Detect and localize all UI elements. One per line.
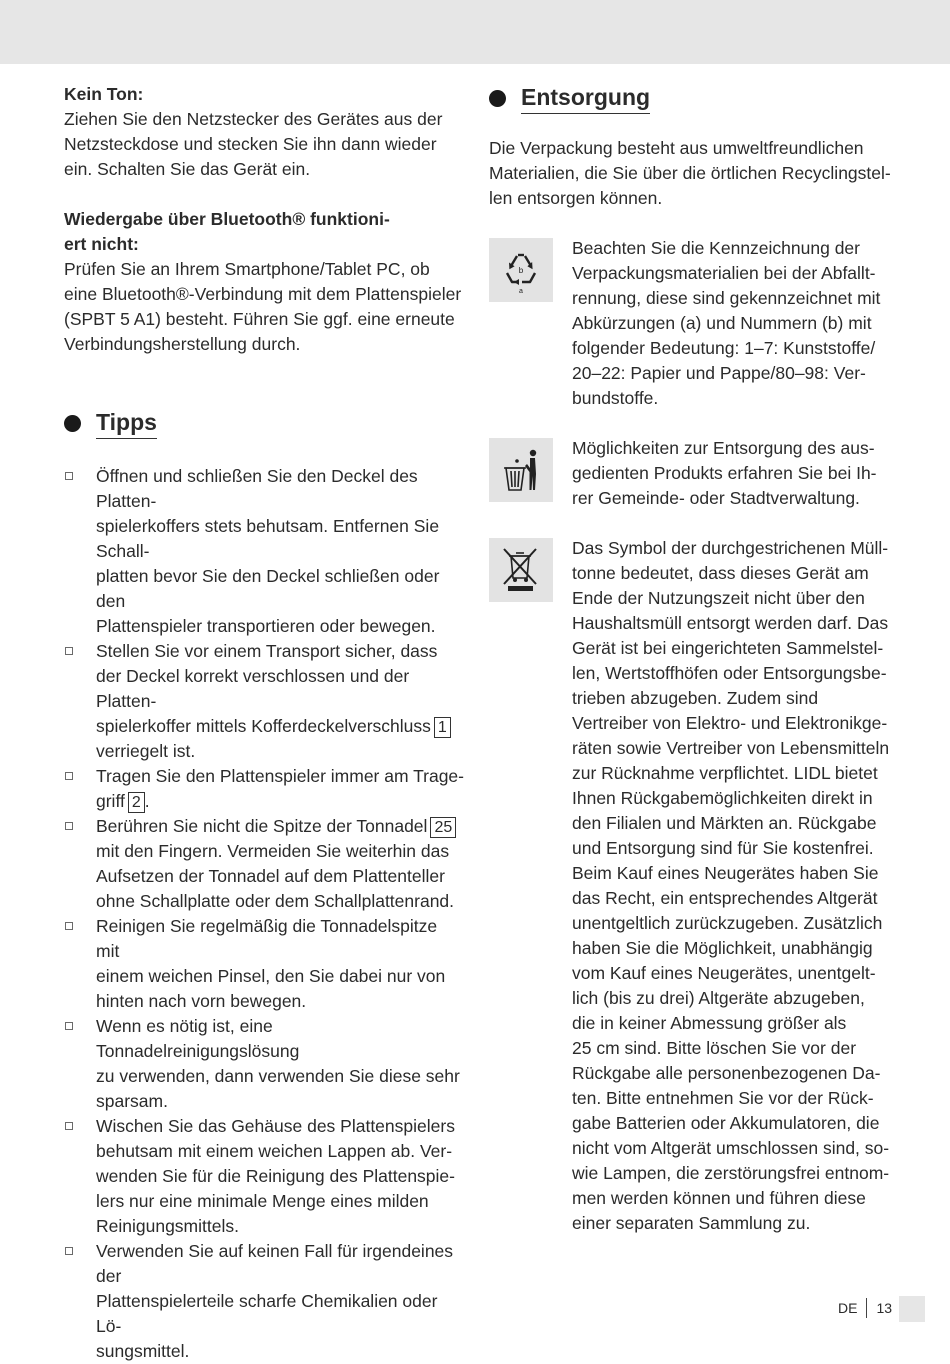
- bluetooth-title: [64, 207, 464, 257]
- recycling-letter-a: a: [519, 288, 523, 294]
- heading-bullet-icon: [64, 415, 81, 432]
- line-text: Berühren Sie nicht die Spitze der Tonnadel: [96, 816, 428, 836]
- line-text: Tragen Sie den Plattenspieler immer am Trage-: [96, 766, 464, 786]
- text-line: eine Bluetooth®-Verbindung mit dem Plattenspieler: [64, 284, 462, 304]
- text-line: [96, 639, 464, 664]
- list-item: [64, 814, 464, 914]
- text-line: rer Gemeinde- oder Stadtverwaltung.: [572, 488, 860, 508]
- weee-text: [572, 536, 894, 1236]
- text-line: [96, 714, 464, 739]
- tipps-heading-text: Tipps: [96, 407, 157, 439]
- text-line: [96, 1089, 464, 1114]
- recycling-block: [489, 236, 894, 411]
- text-line: Ziehen Sie den Netzstecker des Gerätes aus der: [64, 109, 443, 129]
- text-line: [96, 1289, 464, 1339]
- text-line: Beachten Sie die Kennzeichnung der: [572, 238, 860, 258]
- text-line: trieben abzugeben. Zudem sind: [572, 688, 819, 708]
- line-text: spielerkoffers stets behutsam. Entfernen Sie Schall-: [96, 516, 440, 561]
- part-reference-number: 1: [434, 717, 451, 738]
- heading-bullet-icon: [489, 90, 506, 107]
- text-line: Ende der Nutzungszeit nicht über den: [572, 588, 865, 608]
- text-line: Ihnen Rückgabemöglichkeiten direkt in: [572, 788, 873, 808]
- text-line: Verbindungsherstellung durch.: [64, 334, 301, 354]
- text-line: [96, 964, 464, 989]
- text-line: [96, 1339, 464, 1364]
- line-text: Wenn es nötig ist, eine Tonnadelreinigungslösung: [96, 1016, 300, 1061]
- text-line: das Recht, ein entsprechendes Altgerät: [572, 888, 878, 908]
- line-text: Stellen Sie vor einem Transport sicher, dass: [96, 641, 438, 661]
- line-text: Verwenden Sie auf keinen Fall für irgendeines der: [96, 1241, 454, 1286]
- footer-tab: [899, 1296, 925, 1322]
- text-line: [96, 764, 464, 789]
- title-line: ert nicht:: [64, 234, 139, 254]
- line-text: spielerkoffer mittels Kofferdeckelverschluss: [96, 716, 431, 736]
- line-text: mit den Fingern. Vermeiden Sie weiterhin das: [96, 841, 450, 861]
- text-line: Beim Kauf eines Neugerätes haben Sie: [572, 863, 879, 883]
- trash-text: [572, 436, 894, 511]
- bluetooth-body: [64, 257, 464, 357]
- text-line: [96, 1014, 464, 1064]
- tipps-heading: [64, 407, 464, 439]
- trash-block: [489, 436, 894, 511]
- list-item: [64, 1014, 464, 1114]
- left-column: [64, 82, 464, 1364]
- kein-ton-body: [64, 107, 464, 182]
- kein-ton-title: Kein Ton:: [64, 84, 144, 104]
- text-line: men werden können und führen diese: [572, 1188, 866, 1208]
- line-text: behutsam mit einem weichen Lappen ab. Ver-: [96, 1141, 453, 1161]
- text-line: len, Wertstoffhöfen oder Entsorgungsbe-: [572, 663, 887, 683]
- list-item: [64, 1239, 464, 1364]
- text-line: [96, 814, 464, 839]
- list-item: [64, 639, 464, 764]
- text-line: Rückgabe alle personenbezogenen Da-: [572, 1063, 881, 1083]
- text-line: [96, 914, 464, 964]
- text-line: Das Symbol der durchgestrichenen Müll-: [572, 538, 889, 558]
- line-text: .: [144, 791, 150, 811]
- text-line: Möglichkeiten zur Entsorgung des aus-: [572, 438, 875, 458]
- line-text: hinten nach vorn bewegen.: [96, 991, 307, 1011]
- text-line: [96, 1139, 464, 1164]
- text-line: Gerät ist bei eingerichteten Sammelstel-: [572, 638, 884, 658]
- text-line: (SPBT 5 A1) besteht. Führen Sie ggf. eine erneute: [64, 309, 455, 329]
- text-line: [96, 464, 464, 514]
- language-label: DE: [838, 1298, 867, 1318]
- line-text: platten bevor Sie den Deckel schließen oder den: [96, 566, 440, 611]
- text-line: Abkürzungen (a) und Nummern (b) mit: [572, 313, 872, 333]
- list-item: [64, 464, 464, 639]
- line-text: Plattenspieler transportieren oder bewegen.: [96, 616, 436, 636]
- text-line: [96, 789, 464, 814]
- text-line: 25 cm sind. Bitte löschen Sie vor der: [572, 1038, 857, 1058]
- text-line: räten sowie Vertreiber von Lebensmitteln: [572, 738, 890, 758]
- line-text: Wischen Sie das Gehäuse des Plattenspielers: [96, 1116, 455, 1136]
- text-line: vom Kauf eines Neugerätes, unentgelt-: [572, 963, 876, 983]
- list-item: [64, 764, 464, 814]
- recycling-text: [572, 236, 894, 411]
- checkbox-square-icon: [65, 772, 73, 780]
- text-line: [96, 514, 464, 564]
- title-line: Wiedergabe über Bluetooth® funktioni-: [64, 209, 390, 229]
- text-line: zur Rücknahme verpflichtet. LIDL bietet: [572, 763, 878, 783]
- text-line: lich (bis zu drei) Altgeräte abzugeben,: [572, 988, 865, 1008]
- text-line: [96, 889, 464, 914]
- text-line: Netzsteckdose und stecken Sie ihn dann wieder: [64, 134, 437, 154]
- text-line: [96, 1064, 464, 1089]
- entsorgung-intro: [489, 136, 894, 211]
- crossed-bin-icon: [489, 538, 553, 602]
- line-text: der Deckel korrekt verschlossen und der Platten-: [96, 666, 410, 711]
- header-band: [0, 0, 950, 64]
- text-line: [96, 564, 464, 614]
- text-line: [96, 1214, 464, 1239]
- text-line: unentgeltlich zurückzugeben. Zusätzlich: [572, 913, 883, 933]
- tipps-list: [64, 464, 464, 1364]
- weee-block: [489, 536, 894, 1236]
- text-line: [96, 664, 464, 714]
- section-kein-ton: [64, 82, 464, 182]
- text-line: Vertreiber von Elektro- und Elektronikge-: [572, 713, 888, 733]
- text-line: [96, 864, 464, 889]
- list-item: [64, 914, 464, 1014]
- line-text: lers nur eine minimale Menge eines milden: [96, 1191, 429, 1211]
- text-line: [96, 1164, 464, 1189]
- text-line: [96, 989, 464, 1014]
- line-text: wenden Sie für die Reinigung des Plattenspie-: [96, 1166, 455, 1186]
- right-column: [489, 82, 894, 1236]
- line-text: ohne Schallplatte oder dem Schallplattenrand.: [96, 891, 455, 911]
- page-footer: [838, 1298, 892, 1318]
- entsorgung-heading-text: Entsorgung: [521, 82, 650, 114]
- text-line: [96, 1114, 464, 1139]
- text-line: 20–22: Papier und Pappe/80–98: Ver-: [572, 363, 866, 383]
- text-line: den Filialen und Märkten an. Rückgabe: [572, 813, 877, 833]
- text-line: die in keiner Abmessung größer als: [572, 1013, 847, 1033]
- text-line: ten. Bitte entnehmen Sie vor der Rück-: [572, 1088, 874, 1108]
- line-text: sungsmittel.: [96, 1341, 190, 1361]
- text-line: ein. Schalten Sie das Gerät ein.: [64, 159, 311, 179]
- text-line: gabe Batterien oder Akkumulatoren, die: [572, 1113, 880, 1133]
- line-text: Aufsetzen der Tonnadel auf dem Plattenteller: [96, 866, 445, 886]
- section-bluetooth: [64, 207, 464, 357]
- page-number: 13: [876, 1300, 893, 1316]
- checkbox-square-icon: [65, 1022, 73, 1030]
- text-line: Haushaltsmüll entsorgt werden darf. Das: [572, 613, 889, 633]
- part-reference-number: 2: [128, 792, 145, 813]
- checkbox-square-icon: [65, 1122, 73, 1130]
- text-line: nicht vom Altgerät umschlossen sind, so-: [572, 1138, 890, 1158]
- text-line: und Entsorgung sind für Sie kostenfrei.: [572, 838, 874, 858]
- checkbox-square-icon: [65, 822, 73, 830]
- text-line: gedienten Produkts erfahren Sie bei Ih-: [572, 463, 877, 483]
- checkbox-square-icon: [65, 472, 73, 480]
- text-line: Verpackungsmaterialien bei der Abfallt-: [572, 263, 876, 283]
- line-text: Öffnen und schließen Sie den Deckel des Platten-: [96, 466, 418, 511]
- text-line: haben Sie die Möglichkeit, unabhängig: [572, 938, 873, 958]
- text-line: Prüfen Sie an Ihrem Smartphone/Tablet PC, ob: [64, 259, 430, 279]
- text-line: Materialien, die Sie über die örtlichen Recyclingstel-: [489, 163, 891, 183]
- text-line: [96, 1239, 464, 1289]
- line-text: Reinigen Sie regelmäßig die Tonnadelspitze mit: [96, 916, 438, 961]
- text-line: bundstoffe.: [572, 388, 659, 408]
- text-line: len entsorgen können.: [489, 188, 663, 208]
- entsorgung-heading: [489, 82, 894, 114]
- text-line: rennung, diese sind gekennzeichnet mit: [572, 288, 881, 308]
- text-line: [96, 739, 464, 764]
- line-text: Reinigungsmittels.: [96, 1216, 239, 1236]
- text-line: [96, 839, 464, 864]
- line-text: griff: [96, 791, 125, 811]
- text-line: [96, 1189, 464, 1214]
- checkbox-square-icon: [65, 1247, 73, 1255]
- person-trash-bin-icon: [489, 438, 553, 502]
- text-line: tonne bedeutet, dass dieses Gerät am: [572, 563, 869, 583]
- line-text: verriegelt ist.: [96, 741, 196, 761]
- recycling-letter-b: b: [518, 266, 524, 275]
- list-item: [64, 1114, 464, 1239]
- line-text: sparsam.: [96, 1091, 168, 1111]
- text-line: [96, 614, 464, 639]
- line-text: Plattenspielerteile scharfe Chemikalien oder Lö-: [96, 1291, 438, 1336]
- text-line: wie Lampen, die zerstörungsfrei entnom-: [572, 1163, 890, 1183]
- text-line: Die Verpackung besteht aus umweltfreundlichen: [489, 138, 864, 158]
- text-line: folgender Bedeutung: 1–7: Kunststoffe/: [572, 338, 876, 358]
- text-line: einer separaten Sammlung zu.: [572, 1213, 811, 1233]
- part-reference-number: 25: [430, 817, 456, 838]
- checkbox-square-icon: [65, 647, 73, 655]
- checkbox-square-icon: [65, 922, 73, 930]
- line-text: einem weichen Pinsel, den Sie dabei nur von: [96, 966, 446, 986]
- line-text: zu verwenden, dann verwenden Sie diese sehr: [96, 1066, 460, 1086]
- recycling-triangle-icon: [489, 238, 553, 302]
